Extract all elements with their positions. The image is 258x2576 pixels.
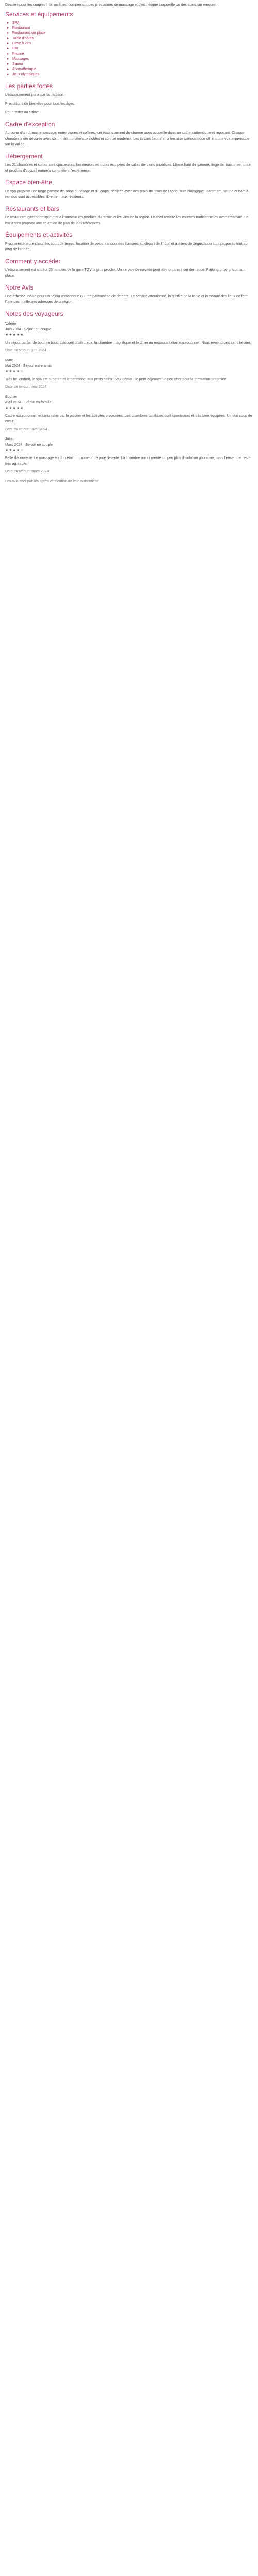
service-item[interactable]: ▸ Piscine [12,52,253,57]
service-item[interactable]: ▸ SPA [12,21,253,26]
service-item[interactable]: ▸ Sauna [12,62,253,67]
review [5,436,253,474]
notre-avis-title: Notre Avis [5,284,34,291]
notre-avis-text: Une adresse idéale pour un séjour romantique ou une parenthèse de détente. Le service attentionné, la qualité de la table et la beauté des lieux en font l'une des meilleures adresses de la région. [5,295,248,304]
service-item[interactable]: ▸ Jeux olympiques [12,72,253,77]
parties-note: Prestations de bien-être pour tous les âges. [5,102,75,106]
service-item[interactable]: ▸ Aromathérapie [12,67,253,72]
equip-title: Équipements et activités [5,231,73,239]
service-item[interactable]: ▸ Table d'hôtes [12,36,253,41]
parties-more: Pour rester au calme. [5,111,40,114]
review-visit-date: Date du séjour : avril 2024 [5,428,47,431]
services-list [5,21,253,77]
service-item[interactable]: ▸ Massages [12,57,253,62]
intro-text: Dessiné pour les couples ! Un arrêt est comprenant des prestations de massage et d'esthétique corporelle ou des soins sur mesure. [5,3,217,7]
review-text: Belle découverte. Le massage en duo était un moment de pure détente. La chambre aurait mérité un peu plus d'isolation phonique, mais l'ensemble reste très agréable. [5,456,251,466]
reviews-title: Notes des voyageurs [5,310,63,317]
review-text: Cadre exceptionnel, enfants ravis par la piscine et les activités proposées. Les chambres familiales sont spacieuses et très bien équipées. Un vrai coup de cœur ! [5,414,252,423]
review-date: Mai 2024 · Séjour entre amis [5,364,52,368]
review-date: Juin 2024 · Séjour en couple [5,328,52,331]
service-item[interactable]: ▸ Cave à vins [12,41,253,46]
review-stars: ★★★★★ [5,333,24,337]
review-author: Valérie [5,322,17,326]
review-visit-date: Date du séjour : mars 2024 [5,470,49,473]
services-title: Services et équipements [5,11,73,18]
review-stars: ★★★★★ [5,406,24,410]
service-item[interactable]: ▸ Restaurant sur place [12,31,253,36]
spa-text: Le spa propose une large gamme de soins du visage et du corps, réalisés avec des produits issus de l'agriculture biologique. Hammam, sauna et bain à remous sont accessibles librement aux résidents. [5,190,248,199]
review-author: Marc [5,359,13,362]
review [5,358,253,390]
acces-title: Comment y accéder [5,258,61,265]
cadre-text: Au cœur d'un domaine sauvage, entre vignes et collines, cet établissement de charme vous accueille dans un cadre authentique et reposant. Chaque chambre a été décorée avec soin, mêlant matériaux nobles et confort moderne. Les jardins fleuris et la terrasse panoramique offrent une vue imprenable sur la vallée. [5,131,250,146]
resto-title: Restaurants et bars [5,205,59,212]
footer-note: Les avis sont publiés après vérification de leur authenticité. [5,480,100,483]
cadre-title: Cadre d'exception [5,121,55,128]
review-visit-date: Date du séjour : mai 2024 [5,385,47,389]
review [5,321,253,353]
review-stars: ★★★★☆ [5,449,24,452]
spa-title: Espace bien-être [5,179,52,186]
resto-text: Le restaurant gastronomique met à l'honneur les produits du terroir et les vins de la région. Le chef revisite les recettes traditionnelles avec créativité. Le bar à vins propose une sélection de plus de 200 références. [5,216,248,225]
review-visit-date: Date du séjour : juin 2024 [5,349,46,352]
parties-title: Les parties fortes [5,82,53,90]
page [0,0,258,493]
service-item[interactable]: ▸ Restaurant [12,26,253,31]
acces-text: L'établissement est situé à 25 minutes de la gare TGV la plus proche. Un service de navette peut être organisé sur demande. Parking privé gratuit sur place. [5,268,245,278]
review-text: Très bel endroit, le spa est superbe et le personnel aux petits soins. Seul bémol : le petit-déjeuner un peu cher pour la prestation proposée. [5,378,228,381]
parties-text: L'établissement porte par la tradition. [5,93,64,97]
review-author: Sophie [5,395,17,399]
logement-text: Les 21 chambres et suites sont spacieuses, lumineuses et toutes équipées de salles de bains privatives. Literie haut de gamme, linge de maison en coton et produits d'accueil naturels complètent l'expérience. [5,163,252,173]
review-text: Un séjour parfait de bout en bout. L'accueil chaleureux, la chambre magnifique et le dîner au restaurant était exceptionnel. Nous reviendrons sans hésiter. [5,341,251,345]
equip-text: Piscine extérieure chauffée, court de tennis, location de vélos, randonnées balisées au départ de l'hôtel et ateliers de dégustation sont proposés tout au long de l'année. [5,242,248,251]
review-date: Mars 2024 · Séjour en couple [5,443,53,447]
logement-title: Hébergement [5,152,43,160]
review-date: Avril 2024 · Séjour en famille [5,401,52,404]
review-stars: ★★★★☆ [5,370,24,374]
review [5,394,253,432]
review-author: Julien [5,437,15,441]
service-item[interactable]: ▸ Bar [12,46,253,52]
